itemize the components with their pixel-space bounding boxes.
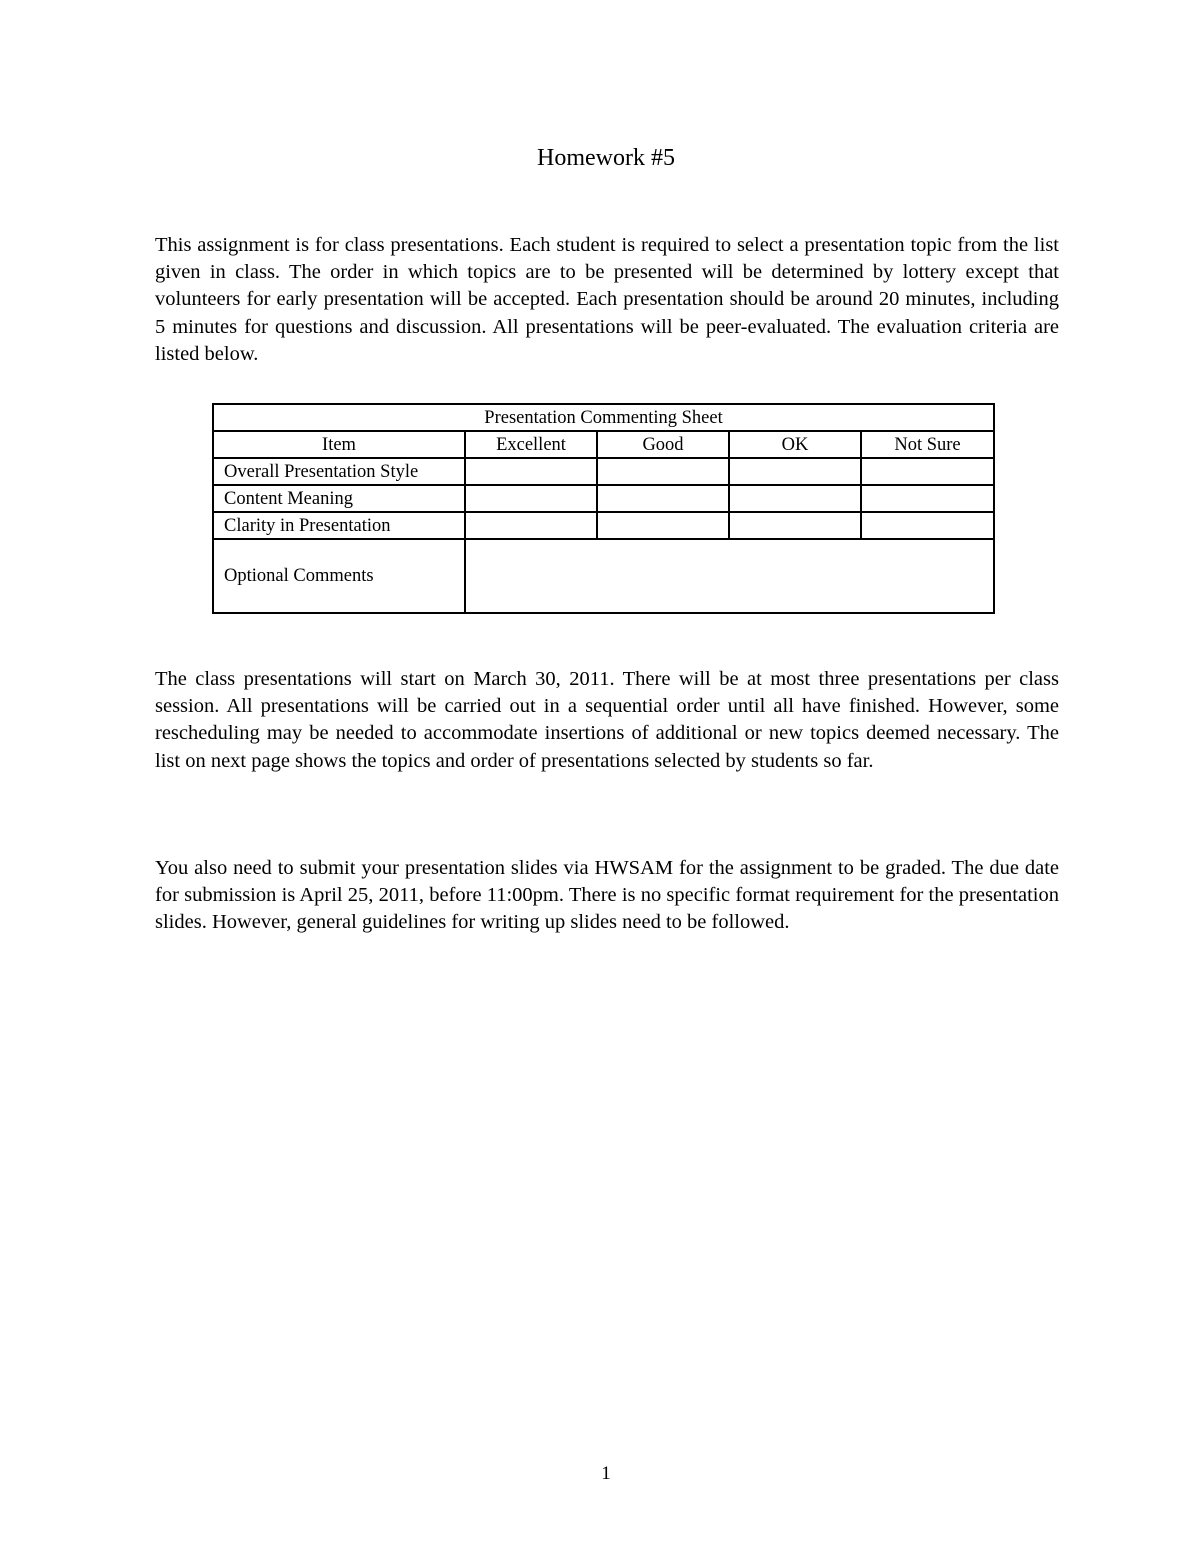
rating-cell-excellent [465, 458, 597, 485]
comments-field [465, 539, 994, 613]
submission-paragraph: You also need to submit your presentation slides via HWSAM for the assignment to be graded. The due date for submission is April 25, 2011, before 11:00pm. There is no specific format requirement for the presentation slides. However, general guidelines for writing up slides need to be followed. [155, 857, 1059, 934]
rating-cell-good [597, 458, 729, 485]
comments-row [213, 539, 994, 613]
schedule-paragraph: The class presentations will start on March 30, 2011. There will be at most three presentations per class session. All presentations will be carried out in a sequential order until all have finished. However, some rescheduling may be needed to accommodate insertions of additional or new topics deemed necessary. The list on next page shows the topics and order of presentations selected by students so far. [155, 668, 1059, 772]
page-number: 1 [601, 1463, 611, 1484]
rating-cell-good [597, 512, 729, 539]
table-row [213, 485, 994, 512]
rating-cell-ok [729, 512, 861, 539]
sheet-caption-row [213, 404, 994, 431]
sheet-caption: Presentation Commenting Sheet [213, 404, 994, 431]
column-header-not-sure: Not Sure [861, 431, 994, 458]
sheet-header-row [213, 431, 994, 458]
rating-cell-excellent [465, 512, 597, 539]
rating-cell-good [597, 485, 729, 512]
rating-cell-not-sure [861, 512, 994, 539]
rating-cell-not-sure [861, 458, 994, 485]
column-header-ok: OK [729, 431, 861, 458]
rating-cell-excellent [465, 485, 597, 512]
rating-cell-ok [729, 458, 861, 485]
criterion-label: Overall Presentation Style [213, 458, 465, 485]
intro-paragraph: This assignment is for class presentations. Each student is required to select a presentation topic from the list given in class. The order in which topics are to be presented will be determined by lottery except that volunteers for early presentation will be accepted. Each presentation should be around 20 minutes, including 5 minutes for questions and discussion. All presentations will be peer-evaluated. The evaluation criteria are listed below. [155, 234, 1059, 365]
rating-cell-not-sure [861, 485, 994, 512]
rating-cell-ok [729, 485, 861, 512]
document-title: Homework #5 [537, 145, 675, 171]
comments-label: Optional Comments [213, 539, 465, 613]
criterion-label: Clarity in Presentation [213, 512, 465, 539]
presentation-commenting-sheet [212, 403, 995, 614]
column-header-excellent: Excellent [465, 431, 597, 458]
column-header-good: Good [597, 431, 729, 458]
column-header-item: Item [213, 431, 465, 458]
table-row [213, 512, 994, 539]
criterion-label: Content Meaning [213, 485, 465, 512]
table-row [213, 458, 994, 485]
